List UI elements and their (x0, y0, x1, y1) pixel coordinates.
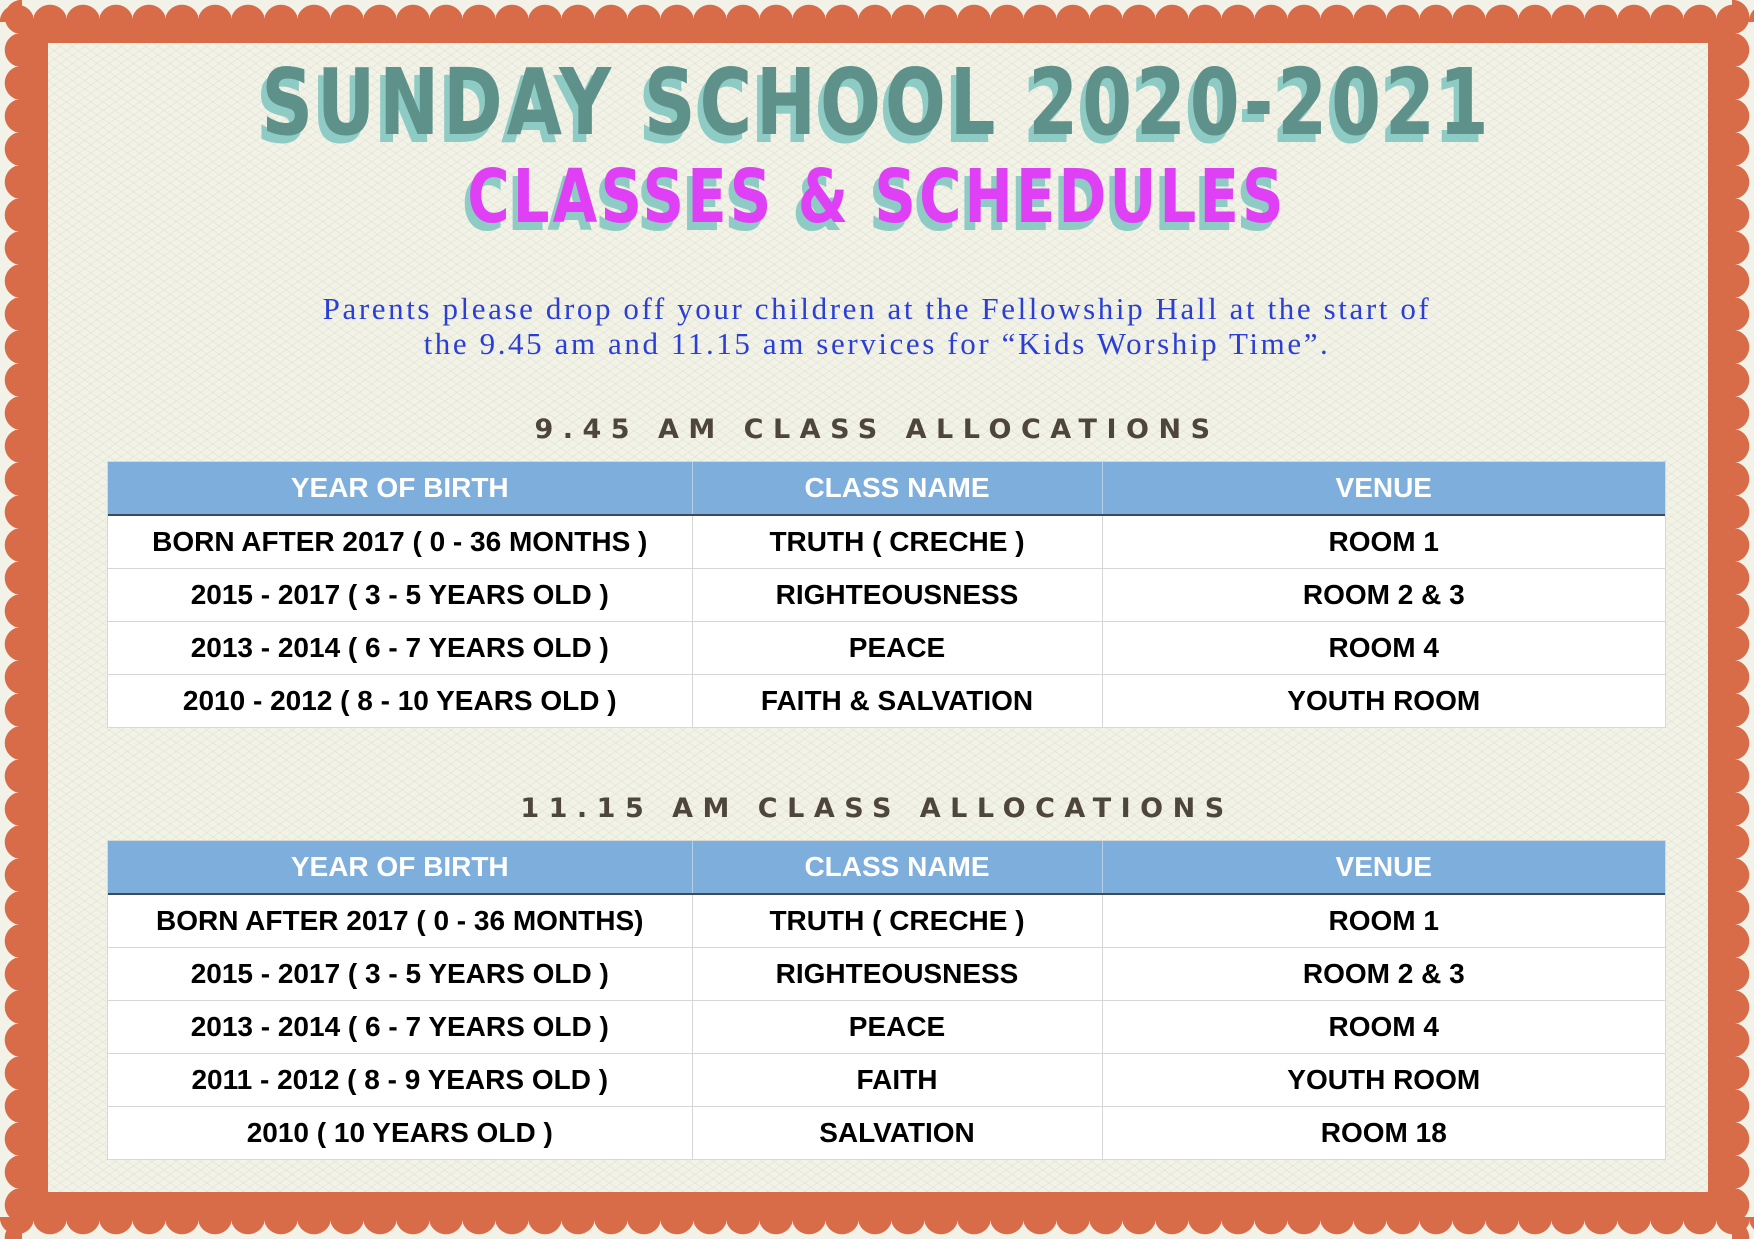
cell-class-name: FAITH (692, 1054, 1102, 1107)
cell-class-name: RIGHTEOUSNESS (692, 569, 1102, 622)
cell-venue: ROOM 2 & 3 (1102, 569, 1665, 622)
table-row (108, 515, 1665, 569)
cell-year-of-birth: 2010 - 2012 ( 8 - 10 YEARS OLD ) (108, 675, 692, 728)
column-header-year-of-birth: YEAR OF BIRTH (108, 462, 692, 515)
scallop-left (0, 0, 22, 1239)
allocation-table-1115 (108, 841, 1665, 1159)
cell-class-name: TRUTH ( CRECHE ) (692, 894, 1102, 948)
cell-year-of-birth: 2015 - 2017 ( 3 - 5 YEARS OLD ) (108, 948, 692, 1001)
border-top (22, 22, 1732, 43)
table-row (108, 1107, 1665, 1160)
cell-venue: ROOM 2 & 3 (1102, 948, 1665, 1001)
allocation-table-945 (108, 462, 1665, 727)
border-bottom (22, 1192, 1732, 1217)
cell-venue: ROOM 18 (1102, 1107, 1665, 1160)
cell-class-name: PEACE (692, 622, 1102, 675)
intro-note (0, 291, 1754, 361)
scallop-right (1732, 0, 1754, 1239)
border-left (22, 22, 48, 1217)
table-row (108, 622, 1665, 675)
table-row (108, 675, 1665, 728)
cell-venue: YOUTH ROOM (1102, 1054, 1665, 1107)
table-row (108, 569, 1665, 622)
table-row (108, 894, 1665, 948)
column-header-class-name: CLASS NAME (692, 462, 1102, 515)
table-header-row (108, 462, 1665, 515)
cell-venue: ROOM 1 (1102, 894, 1665, 948)
cell-venue: YOUTH ROOM (1102, 675, 1665, 728)
border-right (1708, 22, 1732, 1217)
cell-year-of-birth: BORN AFTER 2017 ( 0 - 36 MONTHS ) (152, 526, 648, 557)
section-heading-1115: 11.15 AM CLASS ALLOCATIONS (520, 793, 1234, 824)
page-subtitle: CLASSES & SCHEDULES (467, 154, 1287, 240)
cell-class-name: TRUTH ( CRECHE ) (692, 515, 1102, 569)
cell-year-of-birth: 2013 - 2014 ( 6 - 7 YEARS OLD ) (108, 1001, 692, 1054)
column-header-venue: VENUE (1102, 462, 1665, 515)
cell-class-name: SALVATION (692, 1107, 1102, 1160)
column-header-venue: VENUE (1102, 841, 1665, 894)
cell-class-name: FAITH & SALVATION (692, 675, 1102, 728)
table-row (108, 1001, 1665, 1054)
scallop-bottom (0, 1217, 1754, 1239)
section-heading-945: 9.45 AM CLASS ALLOCATIONS (534, 414, 1220, 445)
column-header-year-of-birth: YEAR OF BIRTH (108, 841, 692, 894)
cell-venue: ROOM 4 (1102, 622, 1665, 675)
cell-year-of-birth: 2011 - 2012 ( 8 - 9 YEARS OLD ) (108, 1054, 692, 1107)
cell-venue: ROOM 4 (1102, 1001, 1665, 1054)
cell-year-of-birth: 2015 - 2017 ( 3 - 5 YEARS OLD ) (108, 569, 692, 622)
column-header-class-name: CLASS NAME (692, 841, 1102, 894)
cell-year-of-birth: BORN AFTER 2017 ( 0 - 36 MONTHS) (156, 905, 644, 936)
table-header-row (108, 841, 1665, 894)
page-title: SUNDAY SCHOOL 2020-2021 (261, 49, 1493, 156)
cell-venue: ROOM 1 (1102, 515, 1665, 569)
intro-line-2: the 9.45 am and 11.15 am services for “Kids Worship Time”. (423, 326, 1331, 361)
cell-class-name: RIGHTEOUSNESS (692, 948, 1102, 1001)
table-row (108, 948, 1665, 1001)
scallop-top (0, 0, 1754, 22)
cell-year-of-birth: 2013 - 2014 ( 6 - 7 YEARS OLD ) (108, 622, 692, 675)
table-row (108, 1054, 1665, 1107)
cell-class-name: PEACE (692, 1001, 1102, 1054)
cell-year-of-birth: 2010 ( 10 YEARS OLD ) (108, 1107, 692, 1160)
intro-line-1: Parents please drop off your children at the Fellowship Hall at the start of (322, 291, 1432, 326)
